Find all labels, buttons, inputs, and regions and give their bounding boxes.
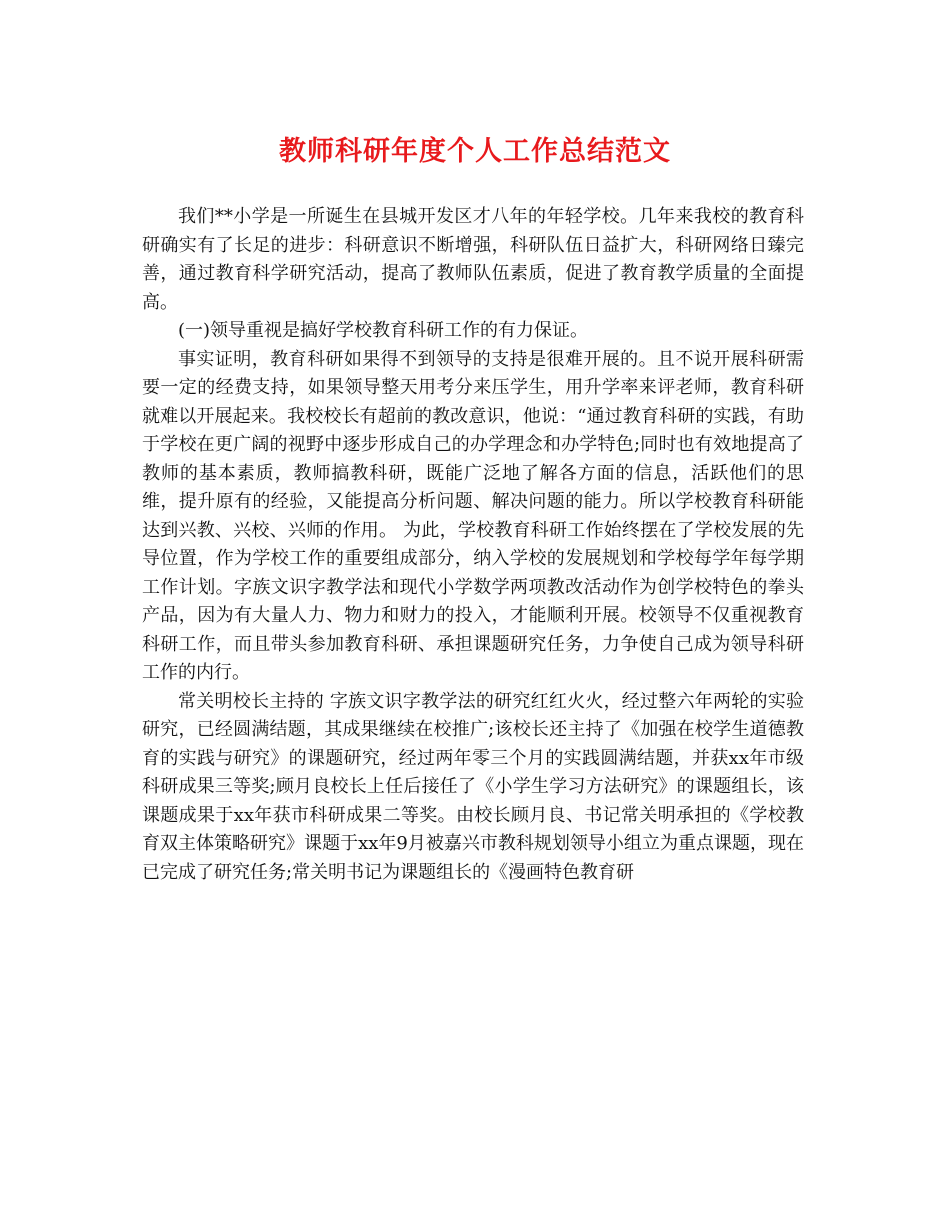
paragraph-section-heading: (一)领导重视是搞好学校教育科研工作的有力保证。 [178, 320, 589, 341]
paragraph-projects: 常关明校长主持的 字族文识字教学法的研究红红火火，经过整六年两轮的实验研究，已经圆满结题，其成果继续在校推广;该校长还主持了《加强在校学生道德教育的实践与研究》的课题研究，经过两年零三个月的实践圆满结题，并获xx年市级科研成果三等奖;顾月良校长上任后接任了《小学生学习方法研究》的课题组长，该课题成果于xx年获市科研成果二等奖。由校长顾月良、书记常关明承担的《学校教育双主体策略研究》课题于xx年9月被嘉兴市教科规划领导小组立为重点课题，现在已完成了研究任务;常关明书记为课题组长的《漫画特色教育研 [142, 690, 804, 883]
document-body [142, 203, 804, 887]
paragraph-leadership: 事实证明，教育科研如果得不到领导的支持是很难开展的。且不说开展科研需要一定的经费支持，如果领导整天用考分来压学生，用升学率来评老师，教育科研就难以开展起来。我校校长有超前的教改意识，他说：“通过教育科研的实践，有助于学校在更广阔的视野中逐步形成自己的办学理念和办学特色;同时也有效地提高了教师的基本素质，教师搞教科研，既能广泛地了解各方面的信息，活跃他们的思维，提升原有的经验，又能提高分析问题、解决问题的能力。所以学校教育科研能达到兴教、兴校、兴师的作用。 为此，学校教育科研工作始终摆在了学校发展的先导位置，作为学校工作的重要组成部分，纳入学校的发展规划和学校每学年每学期工作计划。字族文识字教学法和现代小学数学两项教改活动作为创学校特色的拳头产品，因为有大量人力、物力和财力的投入，才能顺利开展。校领导不仅重视教育科研工作，而且带头参加教育科研、承担课题研究任务，力争使自己成为领导科研工作的内行。 [142, 348, 804, 683]
paragraph-intro: 我们**小学是一所诞生在县城开发区才八年的年轻学校。几年来我校的教育科研确实有了长足的进步：科研意识不断增强，科研队伍日益扩大，科研网络日臻完善，通过教育科学研究活动，提高了教师队伍素质，促进了教育教学质量的全面提高。 [142, 206, 804, 313]
document-title: 教师科研年度个人工作总结范文 [279, 136, 671, 167]
